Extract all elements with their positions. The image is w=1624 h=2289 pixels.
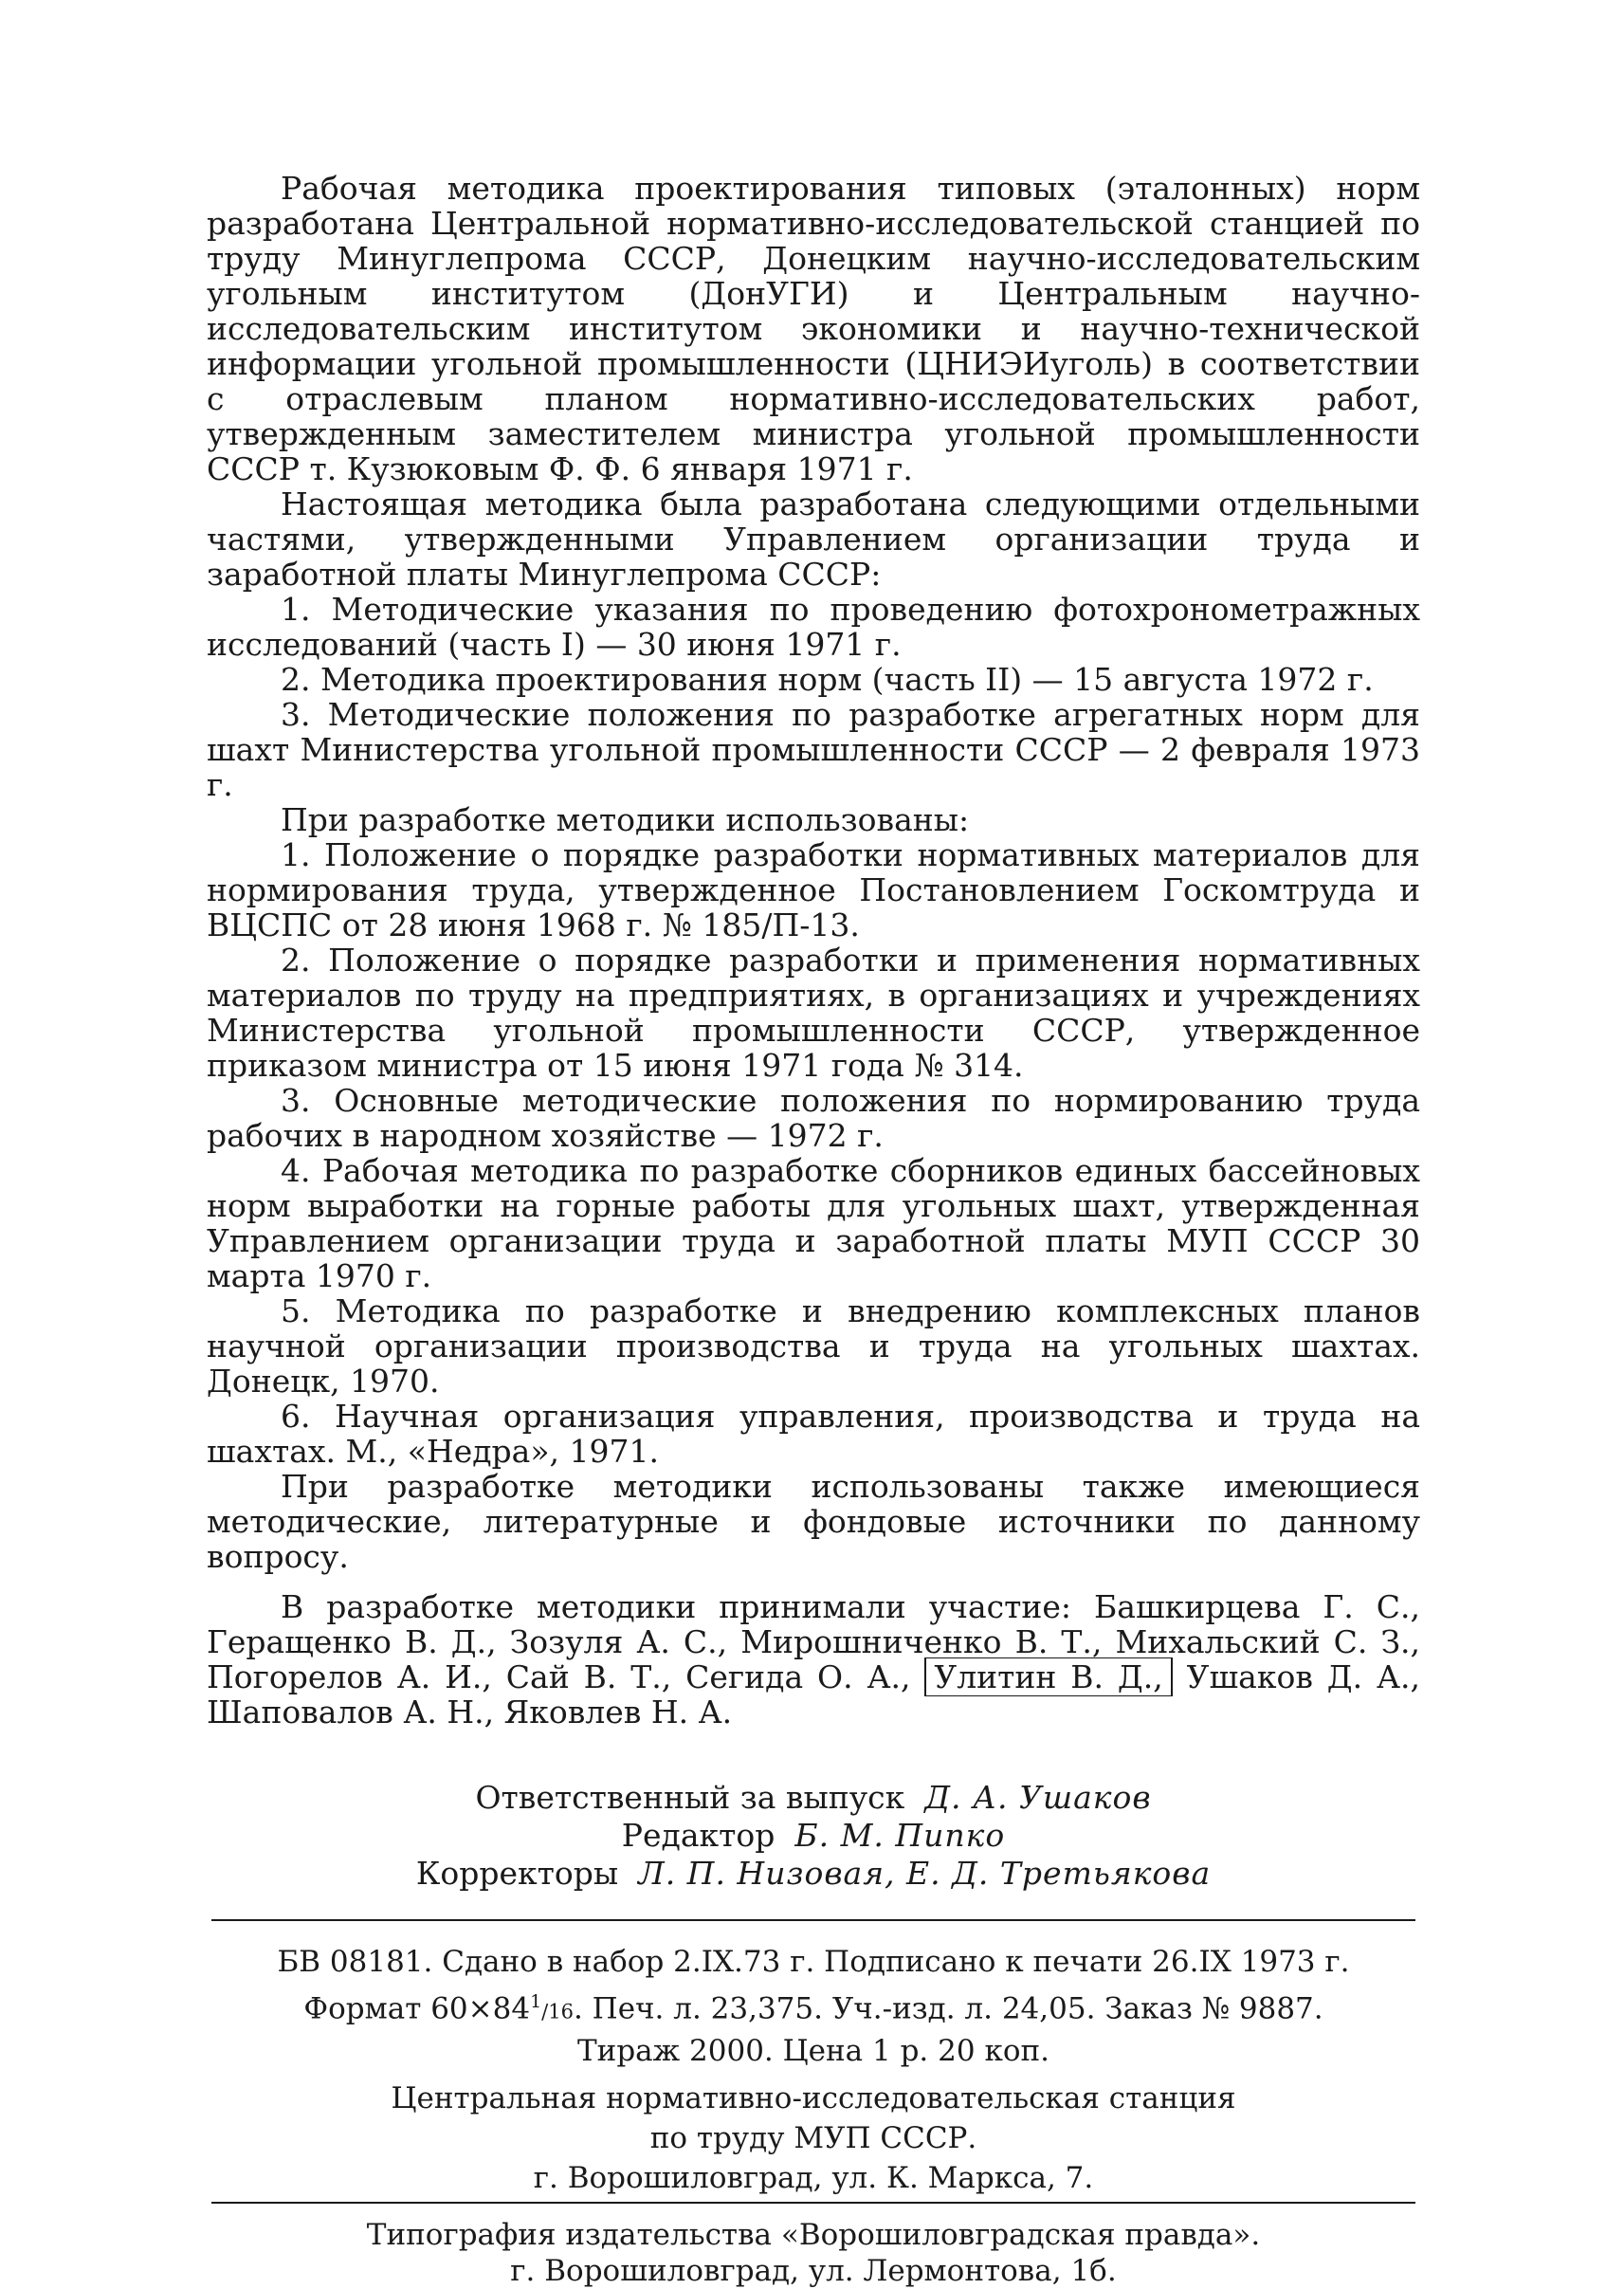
paragraph-participants — [207, 1589, 1420, 1730]
credit-name: Б. М. Пипко — [794, 1817, 1006, 1854]
list-item-source-4: 4. Рабочая методика по разработке сборников единых бассейновых норм выработки на горные работы для угольных шахт, утвержденная Управлением организации труда и заработной платы МУП СССР 30 марта 1970 г. — [207, 1152, 1420, 1294]
list-item-source-1: 1. Положение о порядке разработки нормативных материалов для нормирования труда, утвержденное Постановлением Госкомтруда и ВЦСПС от 28 июня 1968 г. № 185/П-13. — [207, 836, 1420, 943]
participants-text-rest: Ушаков Д. А., Шаповалов А. Н., Яковлев Н. А. — [207, 1658, 1420, 1730]
imprint-format-sub: /16 — [541, 2000, 574, 2023]
credit-label: Редактор — [621, 1817, 776, 1854]
imprint-format-suffix: . Печ. л. 23,375. Уч.-изд. л. 24,05. Заказ № 9887. — [573, 1991, 1323, 2026]
list-item-source-2: 2. Положение о порядке разработки и применения нормативных материалов по труду на предприятиях, в организациях и учреждениях Министерства угольной промышленности СССР, утвержденное приказом министра от 15 июня 1971 года № 314. — [207, 942, 1420, 1084]
paragraph-parts: Настоящая методика была разработана следующими отдельными частями, утвержденными Управлением организации труда и заработной платы Минуглепрома СССР: — [207, 485, 1420, 593]
credit-editor — [207, 1817, 1420, 1855]
credits-block — [207, 1779, 1420, 1893]
imprint-block — [207, 1944, 1420, 2196]
list-item-part-2: 2. Методика проектирования норм (часть II) — 15 августа 1972 г. — [281, 661, 1374, 698]
list-item-part-1: 1. Методические указания по проведению фотохронометражных исследований (часть I) — 30 июня 1971 г. — [207, 591, 1420, 663]
list-item-source-5: 5. Методика по разработке и внедрению комплексных планов научной организации производства и труда на угольных шахтах. Донецк, 1970. — [207, 1292, 1420, 1400]
document-page — [207, 171, 1420, 2289]
credit-label: Ответственный за выпуск — [475, 1779, 905, 1816]
imprint-line: по труду МУП СССР. — [649, 2121, 977, 2156]
imprint-line: Центральная нормативно-исследовательская станция — [391, 2081, 1236, 2116]
paragraph-intro: Рабочая методика проектирования типовых (эталонных) норм разработана Центральной нормативно-исследовательской станцией по труду Минуглепрома СССР, Донецким научно-исследовательским угольным институтом (ДонУГИ) и Центральным научно-исследовательским институтом экономики и научно-технической информации угольной промышленности (ЦНИЭИуголь) в соответствии с отраслевым планом нормативно-исследовательских работ, утвержденным заместителем министра угольной промышленности СССР т. Кузюковым Ф. Ф. 6 января 1971 г. — [207, 170, 1420, 487]
credit-name: Л. П. Низовая, Е. Д. Третьякова — [638, 1855, 1212, 1892]
printer-block — [207, 2217, 1420, 2289]
credit-responsible — [207, 1779, 1420, 1817]
paragraph-other-sources: При разработке методики использованы также имеющиеся методические, литературные и фондовые источники по данному вопросу. — [207, 1468, 1420, 1575]
participant-boxed-name: Улитин В. Д., — [924, 1657, 1172, 1696]
divider — [211, 1919, 1415, 1921]
list-item-source-6: 6. Научная организация управления, производства и труда на шахтах. М., «Недра», 1971. — [207, 1398, 1420, 1470]
printer-line: г. Ворошиловград, ул. Лермонтова, 1б. — [510, 2254, 1117, 2289]
imprint-format-sup: 1 — [530, 1991, 542, 2012]
imprint-format-prefix: Формат 60×84 — [303, 1991, 531, 2026]
credit-label: Корректоры — [415, 1855, 619, 1892]
imprint-line: БВ 08181. Сдано в набор 2.IX.73 г. Подписано к печати 26.IX 1973 г. — [277, 1945, 1350, 1979]
participants-text: В разработке методики принимали участие: Башкирцева Г. С., Геращенко В. Д., Зозуля А. С., Мирошниченко В. Т., Михальский С. З., Погорелов А. И., Сай В. Т., Сегида О. А., — [207, 1588, 1420, 1695]
imprint-format-line — [207, 1984, 1420, 2029]
list-item-source-3: 3. Основные методические положения по нормированию труда рабочих в народном хозяйстве — 1972 г. — [207, 1082, 1420, 1154]
credit-correctors — [207, 1855, 1420, 1893]
imprint-line: Тираж 2000. Цена 1 р. 20 коп. — [577, 2034, 1049, 2069]
printer-line: Типография издательства «Ворошиловградская правда». — [366, 2218, 1261, 2253]
paragraph-sources-heading: При разработке методики использованы: — [281, 801, 970, 838]
divider — [211, 2202, 1415, 2204]
imprint-line: г. Ворошиловград, ул. К. Маркса, 7. — [533, 2161, 1094, 2196]
list-item-part-3: 3. Методические положения по разработке агрегатных норм для шахт Министерства угольной промышленности СССР — 2 февраля 1973 г. — [207, 696, 1420, 803]
credit-name: Д. А. Ушаков — [924, 1779, 1152, 1816]
